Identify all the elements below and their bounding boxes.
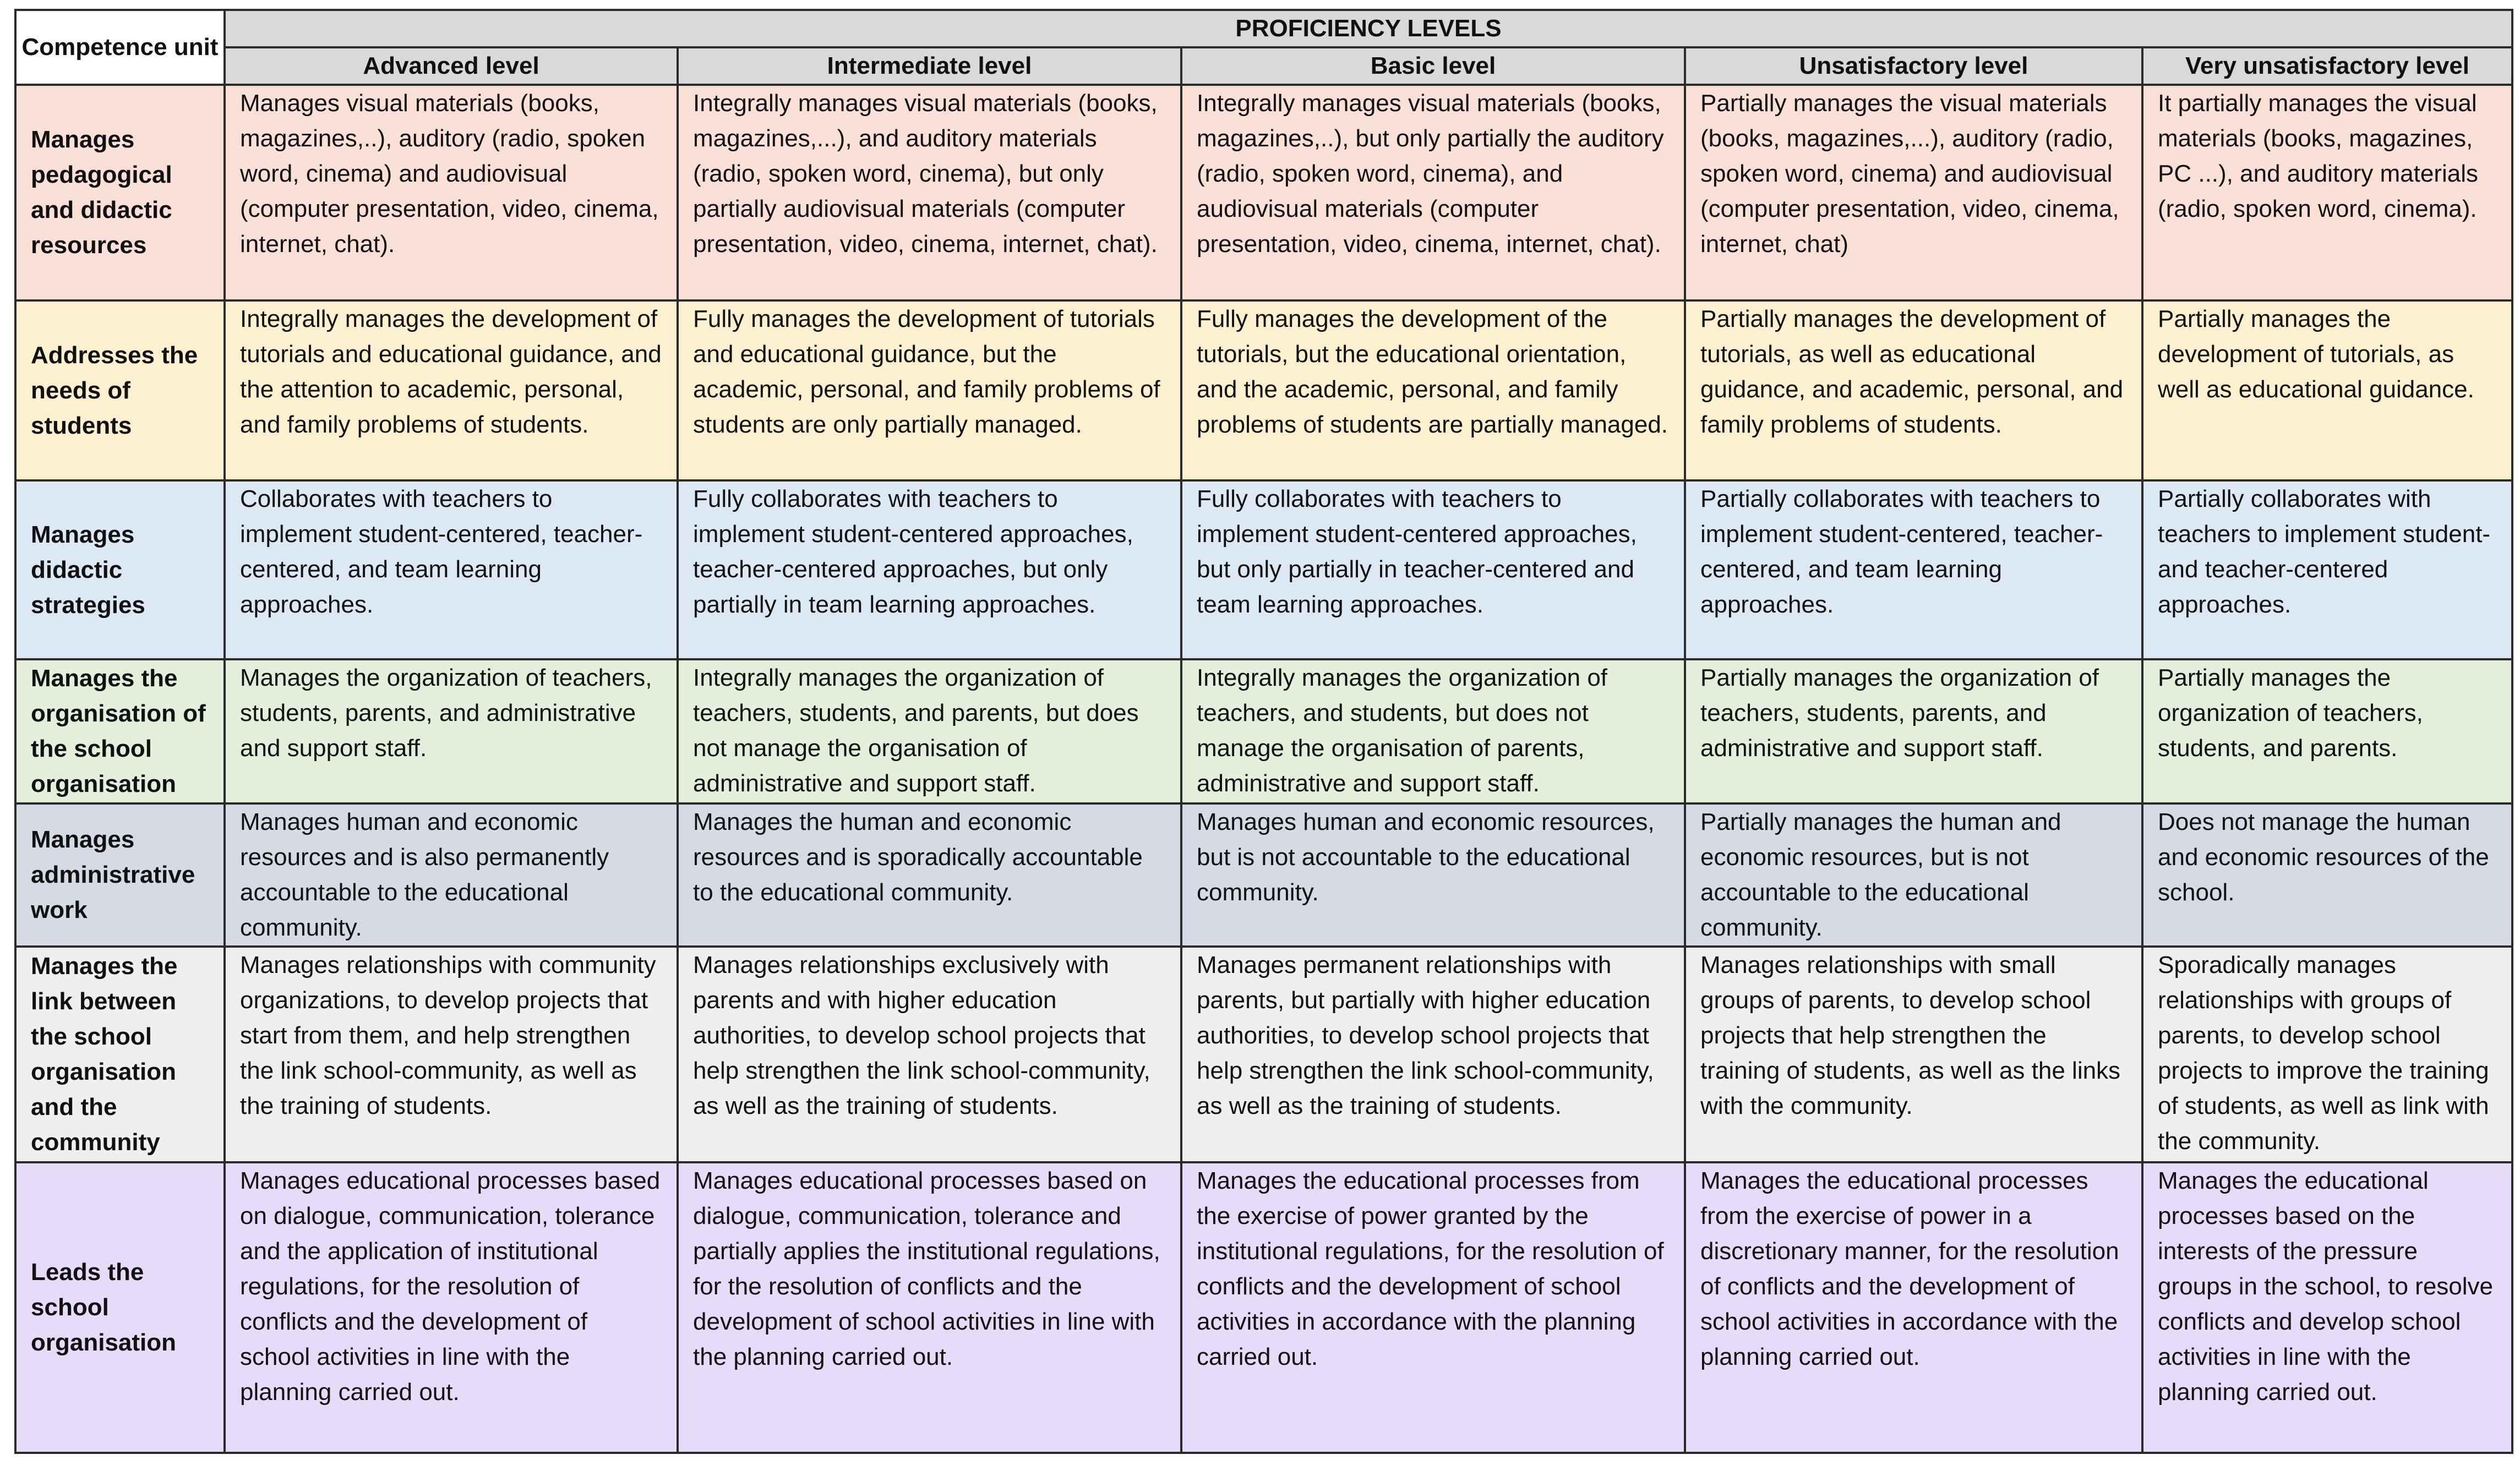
descriptor-intermediate: Manages the human and economic resources and is sporadically accountable to the educational community. (678, 803, 1181, 947)
table-row (15, 480, 2512, 659)
table-row (15, 659, 2512, 803)
descriptor-basic: Manages the educational processes from the exercise of power granted by the institutional regulations, for the resolution of conflicts and the development of school activities in accordance with the planning carried out. (1181, 1162, 1685, 1453)
descriptor-basic: Integrally manages the organization of teachers, and students, but does not manage the organisation of parents, administrative and support staff. (1181, 659, 1685, 803)
descriptor-unsatisfactory: Partially collaborates with teachers to implement student-centered, teacher-centered, and team learning approaches. (1685, 480, 2142, 659)
descriptor-advanced: Manages educational processes based on dialogue, communication, tolerance and the application of institutional regulations, for the resolution of conflicts and the development of school activities in line with the planning carried out. (225, 1162, 678, 1453)
level-header-intermediate: Intermediate level (678, 47, 1181, 85)
level-header-very-unsatisfactory: Very unsatisfactory level (2142, 47, 2512, 85)
descriptor-basic: Fully manages the development of the tutorials, but the educational orientation, and the academic, personal, and family problems of students are partially managed. (1181, 300, 1685, 480)
descriptor-basic: Integrally manages visual materials (books, magazines,..), but only partially the auditory (radio, spoken word, cinema), and audiovisual materials (computer presentation, video, cinema, internet, chat). (1181, 85, 1685, 300)
descriptor-very-unsatisfactory: Does not manage the human and economic resources of the school. (2142, 803, 2512, 947)
descriptor-very-unsatisfactory: Sporadically manages relationships with groups of parents, to develop school projects to improve the training of students, as well as link with the community. (2142, 947, 2512, 1162)
descriptor-unsatisfactory: Partially manages the human and economic resources, but is not accountable to the educational community. (1685, 803, 2142, 947)
descriptor-advanced: Manages relationships with community organizations, to develop projects that start from them, and help strengthen the link school-community, as well as the training of students. (225, 947, 678, 1162)
descriptor-advanced: Manages the organization of teachers, students, parents, and administrative and support staff. (225, 659, 678, 803)
competence-unit-label: Manages the organisation of the school organisation (15, 659, 225, 803)
descriptor-basic: Fully collaborates with teachers to implement student-centered approaches, but only partially in teacher-centered and team learning approaches. (1181, 480, 1685, 659)
descriptor-intermediate: Fully manages the development of tutorials and educational guidance, but the academic, personal, and family problems of students are only partially managed. (678, 300, 1181, 480)
descriptor-intermediate: Integrally manages visual materials (books, magazines,...), and auditory materials (radio, spoken word, cinema), but only partially audiovisual materials (computer presentation, video, cinema, internet, chat). (678, 85, 1181, 300)
descriptor-advanced: Integrally manages the development of tutorials and educational guidance, and the attention to academic, personal, and family problems of students. (225, 300, 678, 480)
competence-unit-label: Manages didactic strategies (15, 480, 225, 659)
descriptor-intermediate: Fully collaborates with teachers to implement student-centered approaches, teacher-centered approaches, but only partially in team learning approaches. (678, 480, 1181, 659)
descriptor-very-unsatisfactory: It partially manages the visual materials (books, magazines, PC ...), and auditory materials (radio, spoken word, cinema). (2142, 85, 2512, 300)
descriptor-basic: Manages permanent relationships with parents, but partially with higher education authorities, to develop school projects that help strengthen the link school-community, as well as the training of students. (1181, 947, 1685, 1162)
table-row (15, 85, 2512, 300)
competence-unit-label: Manages the link between the school organisation and the community (15, 947, 225, 1162)
descriptor-intermediate: Manages relationships exclusively with parents and with higher education authorities, to develop school projects that help strengthen the link school-community, as well as the training of students. (678, 947, 1181, 1162)
descriptor-unsatisfactory: Partially manages the organization of teachers, students, parents, and administrative and support staff. (1685, 659, 2142, 803)
level-header-basic: Basic level (1181, 47, 1685, 85)
descriptor-unsatisfactory: Manages the educational processes from the exercise of power in a discretionary manner, for the resolution of conflicts and the development of school activities in accordance with the planning carried out. (1685, 1162, 2142, 1453)
table-row (15, 947, 2512, 1162)
table-row (15, 803, 2512, 947)
descriptor-advanced: Collaborates with teachers to implement student-centered, teacher-centered, and team learning approaches. (225, 480, 678, 659)
proficiency-rubric-table (14, 9, 2513, 1454)
proficiency-levels-header: PROFICIENCY LEVELS (225, 10, 2512, 47)
descriptor-advanced: Manages visual materials (books, magazines,..), auditory (radio, spoken word, cinema) and audiovisual (computer presentation, video, cinema, internet, chat). (225, 85, 678, 300)
descriptor-very-unsatisfactory: Partially collaborates with teachers to implement student- and teacher-centered approaches. (2142, 480, 2512, 659)
competence-unit-header: Competence unit (15, 10, 225, 85)
descriptor-unsatisfactory: Partially manages the development of tutorials, as well as educational guidance, and academic, personal, and family problems of students. (1685, 300, 2142, 480)
table-row (15, 1162, 2512, 1453)
descriptor-basic: Manages human and economic resources, but is not accountable to the educational community. (1181, 803, 1685, 947)
competence-unit-label: Manages pedagogical and didactic resources (15, 85, 225, 300)
descriptor-very-unsatisfactory: Partially manages the development of tutorials, as well as educational guidance. (2142, 300, 2512, 480)
descriptor-intermediate: Integrally manages the organization of teachers, students, and parents, but does not manage the organisation of administrative and support staff. (678, 659, 1181, 803)
table-row (15, 300, 2512, 480)
descriptor-intermediate: Manages educational processes based on dialogue, communication, tolerance and partially applies the institutional regulations, for the resolution of conflicts and the development of school activities in line with the planning carried out. (678, 1162, 1181, 1453)
competence-unit-label: Manages administrative work (15, 803, 225, 947)
competence-unit-label: Addresses the needs of students (15, 300, 225, 480)
descriptor-unsatisfactory: Manages relationships with small groups of parents, to develop school projects that help strengthen the training of students, as well as the links with the community. (1685, 947, 2142, 1162)
level-header-advanced: Advanced level (225, 47, 678, 85)
competence-unit-label: Leads the school organisation (15, 1162, 225, 1453)
descriptor-very-unsatisfactory: Manages the educational processes based on the interests of the pressure groups in the school, to resolve conflicts and develop school activities in line with the planning carried out. (2142, 1162, 2512, 1453)
descriptor-advanced: Manages human and economic resources and is also permanently accountable to the educational community. (225, 803, 678, 947)
descriptor-unsatisfactory: Partially manages the visual materials (books, magazines,...), auditory (radio, spoken word, cinema) and audiovisual (computer presentation, video, cinema, internet, chat) (1685, 85, 2142, 300)
level-header-unsatisfactory: Unsatisfactory level (1685, 47, 2142, 85)
descriptor-very-unsatisfactory: Partially manages the organization of teachers, students, and parents. (2142, 659, 2512, 803)
